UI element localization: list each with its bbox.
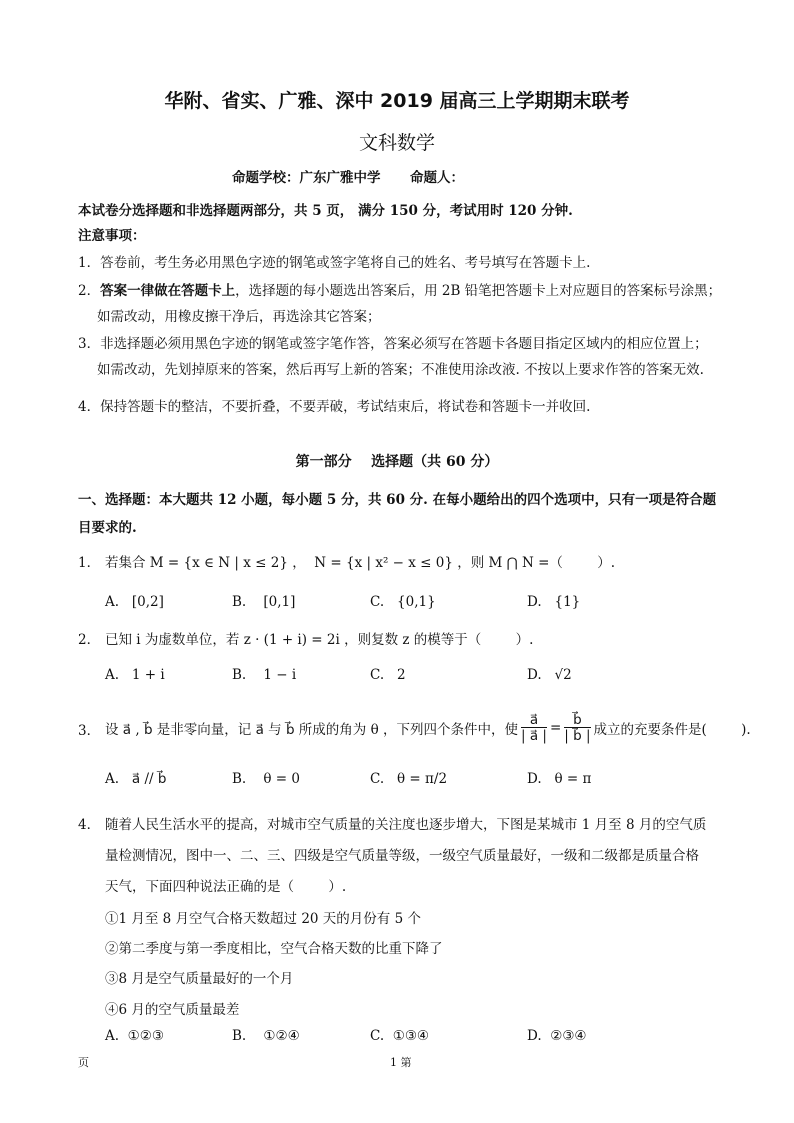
q3-option-a[interactable]: A. a⃗ // b⃗ [105,771,167,787]
q3-option-c[interactable]: C. θ = π/2 [370,771,448,787]
q2-option-d[interactable]: D. √2 [527,667,572,683]
q3-fraction-2 [564,713,590,744]
q1-option-d[interactable]: D. {1} [527,594,581,610]
q3-fraction-2-num: b⃗ [564,713,590,728]
q4-line-2: 量检测情况，图中一、二、三、四级是空气质量等级，一级空气质量最好，一级和二级都是质量合格 [105,848,699,864]
q4-statement-2: ②第二季度与第一季度相比，空气合格天数的比重下降了 [105,941,443,957]
q3-fraction-2-den: | b⃗ | [564,727,591,744]
q4-number: 4． [78,817,101,833]
q2-option-c[interactable]: C. 2 [370,667,406,683]
section-title: 第一部分 选择题（共 60 分） [295,454,499,470]
q3-equals: = [549,720,562,736]
note-2-line-2: 如需改动，用橡皮擦干净后，再选涂其它答案； [97,309,381,325]
q2-number: 2． [78,632,101,648]
note-2 [78,279,721,299]
q2-text: 已知 i 为虚数单位，若 z · (1 + i) = 2i ，则复数 z 的模等于（ ）. [105,632,534,648]
q1-option-a[interactable]: A. [0,2] [105,594,164,610]
note-3: 3．非选择题必须用黑色字迹的钢笔或签字笔作答，答案必须写在答题卡各题目指定区域内的相应位置上； [78,336,708,352]
q3-number: 3． [78,723,101,739]
exam-subtitle: 文科数学 [358,132,435,154]
note-2-rest: ，选择题的每小题选出答案后，用 2B 铅笔把答题卡上对应题目的答案标号涂黑； [235,283,722,299]
note-2-num: 2． [78,283,101,299]
q1-option-c[interactable]: C. {0,1} [370,594,436,610]
q3-option-b[interactable]: B. θ = 0 [232,771,300,787]
exam-intro: 本试卷分选择题和非选择题两部分，共 5 页， 满分 150 分，考试用时 120 分钟. [78,203,573,219]
q1-number: 1． [78,555,101,571]
q4-option-b[interactable]: B. ①②④ [232,1028,300,1044]
note-2-bold: 答案一律做在答题卡上 [100,283,236,299]
note-1: 1．答卷前，考生务必用黑色字迹的钢笔或签字笔将自己的姓名、考号填写在答题卡上. [78,255,591,271]
q4-line-1: 随着人民生活水平的提高，对城市空气质量的关注度也逐步增大，下图是某城市 1 月至 8 月的空气质 [105,817,707,833]
q3-text-a: 设 a⃗ , b⃗ 是非零向量，记 a⃗ 与 b⃗ 所成的角为 θ ，下列四个条件中，使 [105,722,519,738]
setter-person: 命题人： [410,170,464,186]
exam-title: 华附、省实、广雅、深中 2019 届高三上学期期末联考 [164,90,630,112]
q3-option-d[interactable]: D. θ = π [527,771,592,787]
q4-line-3: 天气，下面四种说法正确的是（ ）. [105,879,347,895]
q3-text-b: 成立的充要条件是( ). [593,722,751,738]
note-3-line-2: 如需改动，先划掉原来的答案，然后再写上新的答案；不准使用涂改液. 不按以上要求作答的答案无效. [97,362,704,378]
q3-text [105,703,751,753]
q2-option-b[interactable]: B. 1 − i [232,667,297,683]
q4-statement-1: ①1 月至 8 月空气合格天数超过 20 天的月份有 5 个 [105,911,421,927]
q3-fraction-1 [521,713,547,744]
section-intro-line-1: 一、选择题：本大题共 12 小题，每小题 5 分，共 60 分. 在每小题给出的四个选项中，只有一项是符合题 [78,492,717,508]
q4-option-c[interactable]: C. ①③④ [370,1028,430,1044]
q4-statement-4: ④6 月的空气质量最差 [105,1002,240,1018]
q4-statement-3: ③8 月是空气质量最好的一个月 [105,971,294,987]
q4-option-d[interactable]: D. ②③④ [527,1028,587,1044]
q3-fraction-1-num: a⃗ [521,713,547,728]
q1-text: 若集合 M = {x ∈ N | x ≤ 2} ， N = {x | x² − x ≤ 0} ，则 M ⋂ N =（ ）. [105,555,616,571]
q2-option-a[interactable]: A. 1 + i [105,667,165,683]
notes-title: 注意事项： [78,228,146,244]
section-intro-line-2: 目要求的. [78,520,137,536]
footer-page-number: 1 第 [390,1056,412,1069]
q1-option-b[interactable]: B. [0,1] [232,594,296,610]
q3-fraction-1-den: | a⃗ | [521,727,547,744]
q4-option-a[interactable]: A. ①②③ [105,1028,164,1044]
footer-left: 页 [78,1056,89,1069]
note-4: 4．保持答题卡的整洁，不要折叠，不要弄破，考试结束后，将试卷和答题卡一并收回. [78,399,591,415]
setter-school: 命题学校：广东广雅中学 [232,170,381,186]
